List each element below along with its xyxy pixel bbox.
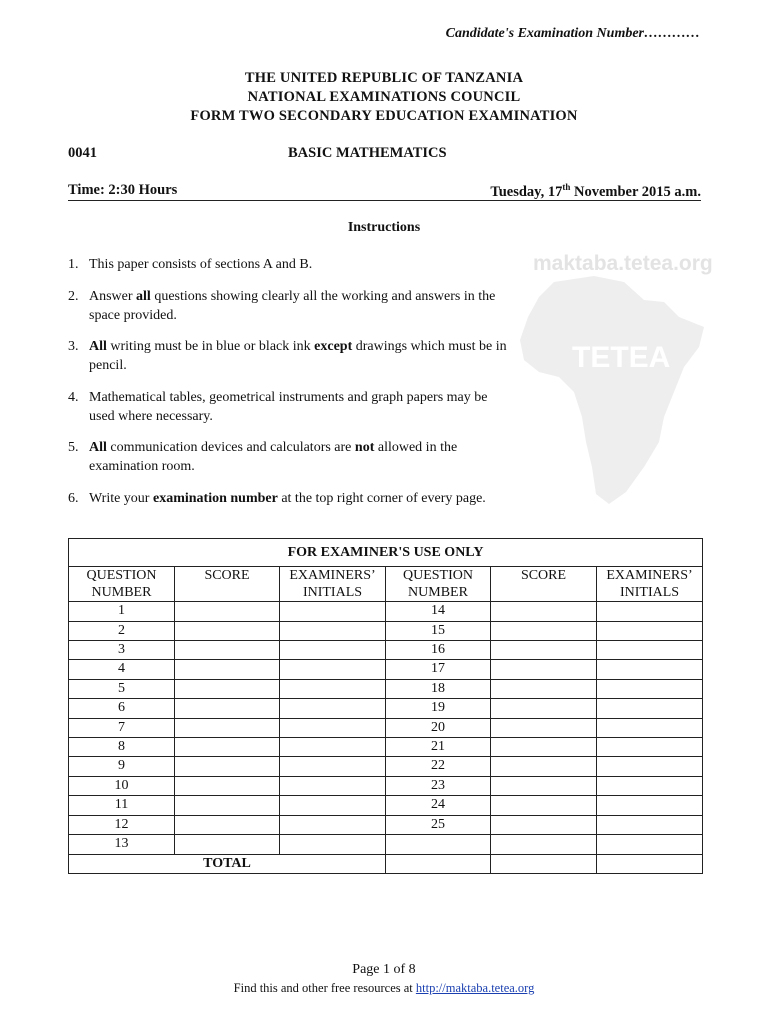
- table-row: [69, 835, 703, 855]
- question-number-cell: 12: [69, 815, 175, 834]
- instruction-text-part: Mathematical tables, geometrical instruments and graph papers may be used where necessary.: [89, 390, 488, 424]
- score-cell: [175, 776, 280, 795]
- examiner-use-table: [68, 538, 703, 874]
- instruction-number: 2.: [68, 289, 79, 304]
- instruction-text-part: questions showing clearly all the working and answers in the space provided.: [89, 289, 496, 323]
- header-initials-line2: INITIALS: [619, 584, 680, 600]
- instruction-item: [68, 389, 508, 427]
- score-cell: [491, 815, 597, 834]
- initials-cell: [597, 835, 703, 855]
- initials-cell: [280, 679, 386, 698]
- score-cell: [491, 796, 597, 815]
- score-cell: [491, 738, 597, 757]
- instruction-text: [89, 389, 509, 426]
- exam-duration: Time: 2:30 Hours: [68, 182, 178, 198]
- initials-cell: [280, 796, 386, 815]
- initials-cell: [280, 815, 386, 834]
- table-row: [69, 679, 703, 698]
- question-number-cell: 19: [386, 699, 491, 718]
- instruction-item: [68, 288, 508, 326]
- table-row: [69, 660, 703, 679]
- instruction-item: [68, 439, 508, 477]
- subject-title: BASIC MATHEMATICS: [288, 145, 447, 161]
- question-number-cell: 5: [69, 679, 175, 698]
- question-number-cell: 23: [386, 776, 491, 795]
- instruction-item: [68, 490, 508, 528]
- exam-heading: FORM TWO SECONDARY EDUCATION EXAMINATION: [190, 108, 578, 124]
- score-cell: [491, 835, 597, 855]
- initials-cell: [597, 776, 703, 795]
- initials-cell: [597, 738, 703, 757]
- header-initials-line1: EXAMINERS’: [289, 567, 376, 583]
- header-initials-line2: INITIALS: [302, 584, 363, 600]
- initials-cell: [280, 776, 386, 795]
- question-number-cell: 20: [386, 718, 491, 737]
- country-heading: THE UNITED REPUBLIC OF TANZANIA: [244, 70, 524, 86]
- score-cell: [491, 660, 597, 679]
- instruction-number: 5.: [68, 440, 79, 455]
- table-row: [69, 621, 703, 640]
- initials-cell: [280, 660, 386, 679]
- instruction-number: 3.: [68, 339, 79, 354]
- question-number-cell: 24: [386, 796, 491, 815]
- question-number-cell: 16: [386, 641, 491, 660]
- score-cell: [175, 718, 280, 737]
- initials-cell: [280, 835, 386, 855]
- table-row: [69, 602, 703, 621]
- question-number-cell: 22: [386, 757, 491, 776]
- watermark-site-text: maktaba.tetea.org: [533, 252, 713, 275]
- initials-cell: [597, 796, 703, 815]
- africa-map-watermark: [514, 272, 714, 512]
- instruction-text-part: Answer: [89, 289, 137, 304]
- table-row: [69, 796, 703, 815]
- instruction-emphasis: not: [354, 440, 375, 455]
- initials-cell: [597, 679, 703, 698]
- instruction-text-part: This paper consists of sections A and B.: [89, 257, 313, 272]
- score-cell: [491, 699, 597, 718]
- watermark-brand-text: TETEA: [572, 341, 671, 374]
- score-cell: [491, 621, 597, 640]
- header-question-line1: QUESTION: [403, 567, 473, 583]
- score-cell: [175, 602, 280, 621]
- question-number-cell: 2: [69, 621, 175, 640]
- instruction-text-part: writing must be in blue or black ink: [106, 339, 315, 354]
- resources-line: [0, 981, 768, 996]
- initials-cell: [597, 641, 703, 660]
- instruction-item: [68, 338, 508, 376]
- initials-cell: [597, 660, 703, 679]
- total-initials-cell: [597, 854, 703, 873]
- instruction-emphasis: except: [314, 339, 353, 354]
- instruction-text-part: communication devices and calculators are: [106, 440, 355, 455]
- score-cell: [175, 796, 280, 815]
- paper-code: 0041: [68, 145, 97, 161]
- header-score: SCORE: [175, 566, 280, 602]
- date-rest: November 2015 a.m.: [570, 183, 701, 200]
- instruction-text-part: Write your: [89, 491, 153, 506]
- instructions-title: Instructions: [347, 220, 421, 235]
- question-number-cell: 3: [69, 641, 175, 660]
- header-examiners-initials: [280, 566, 386, 602]
- score-cell: [491, 776, 597, 795]
- instruction-text: [89, 338, 509, 375]
- initials-cell: [280, 641, 386, 660]
- question-number-cell: 7: [69, 718, 175, 737]
- initials-cell: [597, 621, 703, 640]
- score-cell: [175, 757, 280, 776]
- initials-cell: [280, 621, 386, 640]
- score-cell: [175, 621, 280, 640]
- question-number-cell: 17: [386, 660, 491, 679]
- table-row: [69, 699, 703, 718]
- instruction-number: 1.: [68, 257, 79, 272]
- resources-text: Find this and other free resources at: [233, 981, 416, 995]
- header-initials-line1: EXAMINERS’: [606, 567, 693, 583]
- table-row: [69, 738, 703, 757]
- table-row: [69, 641, 703, 660]
- score-cell: [175, 679, 280, 698]
- table-row: [69, 757, 703, 776]
- resources-link[interactable]: http://maktaba.tetea.org: [415, 981, 535, 995]
- question-number-cell: 13: [69, 835, 175, 855]
- initials-cell: [597, 602, 703, 621]
- instruction-text-part: allowed in the examination room.: [89, 440, 458, 474]
- total-cell-empty: [386, 854, 491, 873]
- question-number-cell: 1: [69, 602, 175, 621]
- question-number-cell: 4: [69, 660, 175, 679]
- score-cell: [491, 679, 597, 698]
- question-number-cell: 15: [386, 621, 491, 640]
- question-number-cell: 10: [69, 776, 175, 795]
- header-question-line1: QUESTION: [86, 567, 157, 583]
- score-cell: [175, 699, 280, 718]
- score-cell: [175, 835, 280, 855]
- header-question-number: [69, 566, 175, 602]
- header-question-line2: NUMBER: [408, 584, 468, 600]
- question-number-cell: 6: [69, 699, 175, 718]
- score-cell: [491, 718, 597, 737]
- question-number-cell: 18: [386, 679, 491, 698]
- instruction-text: [89, 256, 509, 275]
- table-row: [69, 776, 703, 795]
- question-number-cell: 21: [386, 738, 491, 757]
- score-cell: [491, 757, 597, 776]
- initials-cell: [280, 699, 386, 718]
- initials-cell: [597, 757, 703, 776]
- initials-cell: [597, 718, 703, 737]
- score-cell: [175, 815, 280, 834]
- candidate-exam-number-label: Candidate's Examination Number…………: [445, 26, 700, 41]
- initials-cell: [280, 602, 386, 621]
- question-number-cell: 8: [69, 738, 175, 757]
- exam-date: [490, 182, 701, 201]
- date-suffix: th: [562, 182, 571, 192]
- instruction-text: [89, 288, 509, 325]
- instruction-emphasis: All: [89, 339, 107, 354]
- score-cell: [175, 738, 280, 757]
- instruction-emphasis: all: [136, 289, 151, 304]
- page-number: Page 1 of 8: [352, 962, 416, 977]
- date-prefix: Tuesday, 17: [490, 183, 563, 200]
- initials-cell: [280, 718, 386, 737]
- initials-cell: [280, 757, 386, 776]
- instruction-emphasis: examination number: [152, 491, 278, 506]
- instruction-text: [89, 490, 509, 509]
- header-examiners-initials: [597, 566, 703, 602]
- score-cell: [175, 660, 280, 679]
- question-number-cell: [386, 835, 491, 855]
- score-cell: [175, 641, 280, 660]
- question-number-cell: 11: [69, 796, 175, 815]
- time-date-line: [68, 182, 701, 201]
- header-question-number: [386, 566, 491, 602]
- table-row: [69, 718, 703, 737]
- question-number-cell: 9: [69, 757, 175, 776]
- total-score-cell: [491, 854, 597, 873]
- table-row: [69, 815, 703, 834]
- score-cell: [491, 641, 597, 660]
- instruction-number: 6.: [68, 491, 79, 506]
- instruction-text: [89, 439, 509, 476]
- instruction-text-part: at the top right corner of every page.: [277, 491, 486, 506]
- question-number-cell: 25: [386, 815, 491, 834]
- header-score: SCORE: [491, 566, 597, 602]
- initials-cell: [597, 699, 703, 718]
- initials-cell: [597, 815, 703, 834]
- total-label: TOTAL: [69, 854, 386, 873]
- instruction-text-part: drawings which must be in pencil.: [89, 339, 507, 373]
- initials-cell: [280, 738, 386, 757]
- question-number-cell: 14: [386, 602, 491, 621]
- council-heading: NATIONAL EXAMINATIONS COUNCIL: [247, 89, 521, 105]
- instruction-number: 4.: [68, 390, 79, 405]
- table-title: FOR EXAMINER'S USE ONLY: [69, 539, 703, 567]
- instruction-item: [68, 256, 508, 276]
- instruction-emphasis: All: [89, 440, 107, 455]
- score-cell: [491, 602, 597, 621]
- header-question-line2: NUMBER: [91, 584, 152, 600]
